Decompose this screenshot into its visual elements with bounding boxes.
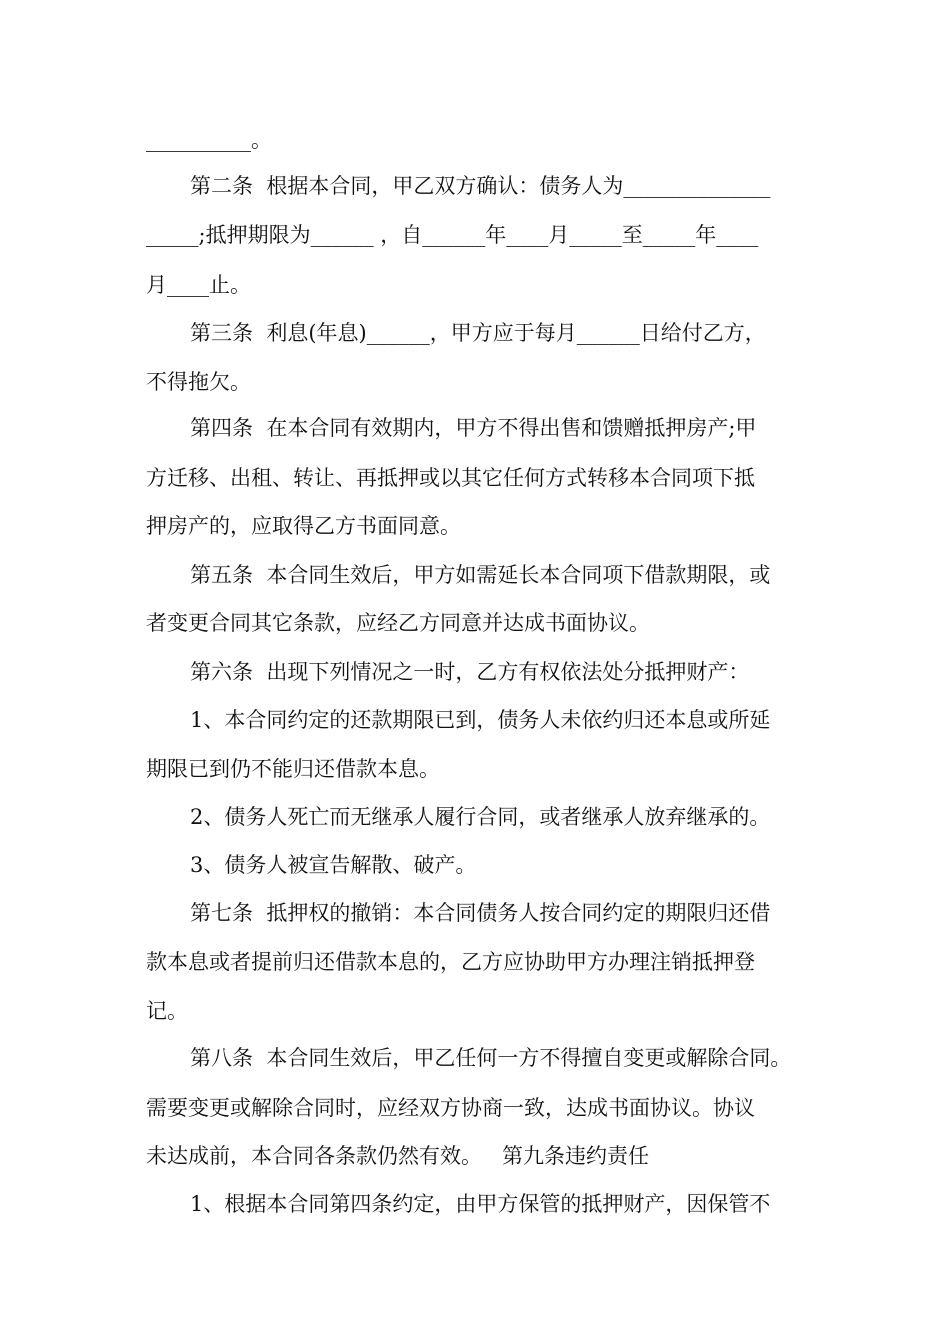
text-line: 第六条 出现下列情况之一时，乙方有权依法处分抵押财产： [190, 660, 750, 684]
text-line: 第四条 在本合同有效期内，甲方不得出售和馈赠抵押房产;甲 [190, 416, 757, 440]
text-line: 月____止。 [146, 273, 251, 297]
text-line: 第二条 根据本合同，甲乙双方确认：债务人为______________ [190, 174, 771, 198]
text-line: 押房产的，应取得乙方书面同意。 [146, 514, 461, 538]
text-line: 期限已到仍不能归还借款本息。 [146, 757, 440, 781]
text-line: 者变更合同其它条款，应经乙方同意并达成书面协议。 [146, 611, 650, 635]
text-line: 不得拖欠。 [146, 370, 251, 394]
text-line: 第七条 抵押权的撤销：本合同债务人按合同约定的期限归还借 [190, 901, 771, 925]
text-line: 第五条 本合同生效后，甲方如需延长本合同项下借款期限，或 [190, 563, 771, 587]
text-line: 记。 [146, 999, 188, 1023]
text-line: 1、本合同约定的还款期限已到，债务人未依约归还本息或所延 [190, 708, 771, 732]
text-line: __________。 [146, 128, 272, 152]
text-line: 需要变更或解除合同时，应经双方协商一致，达成书面协议。协议 [146, 1096, 755, 1120]
text-line: 1、根据本合同第四条约定，由甲方保管的抵押财产，因保管不 [190, 1192, 771, 1216]
text-line: 第八条 本合同生效后，甲乙任何一方不得擅自变更或解除合同。 [190, 1046, 792, 1070]
text-line: 款本息或者提前归还借款本息的，乙方应协助甲方办理注销抵押登 [146, 950, 755, 974]
text-line: 第三条 利息(年息)______，甲方应于每月______日给付乙方， [190, 321, 766, 345]
text-line: 未达成前，本合同各条款仍然有效。 第九条违约责任 [146, 1144, 650, 1168]
text-line: _____;抵押期限为______ ，自______年____月_____至_____年____ [146, 223, 759, 247]
text-line: 3、债务人被宣告解散、破产。 [190, 853, 477, 877]
text-line: 方迁移、出租、转让、再抵押或以其它任何方式转移本合同项下抵 [146, 466, 755, 490]
text-line: 2、债务人死亡而无继承人履行合同，或者继承人放弃继承的。 [190, 805, 771, 829]
